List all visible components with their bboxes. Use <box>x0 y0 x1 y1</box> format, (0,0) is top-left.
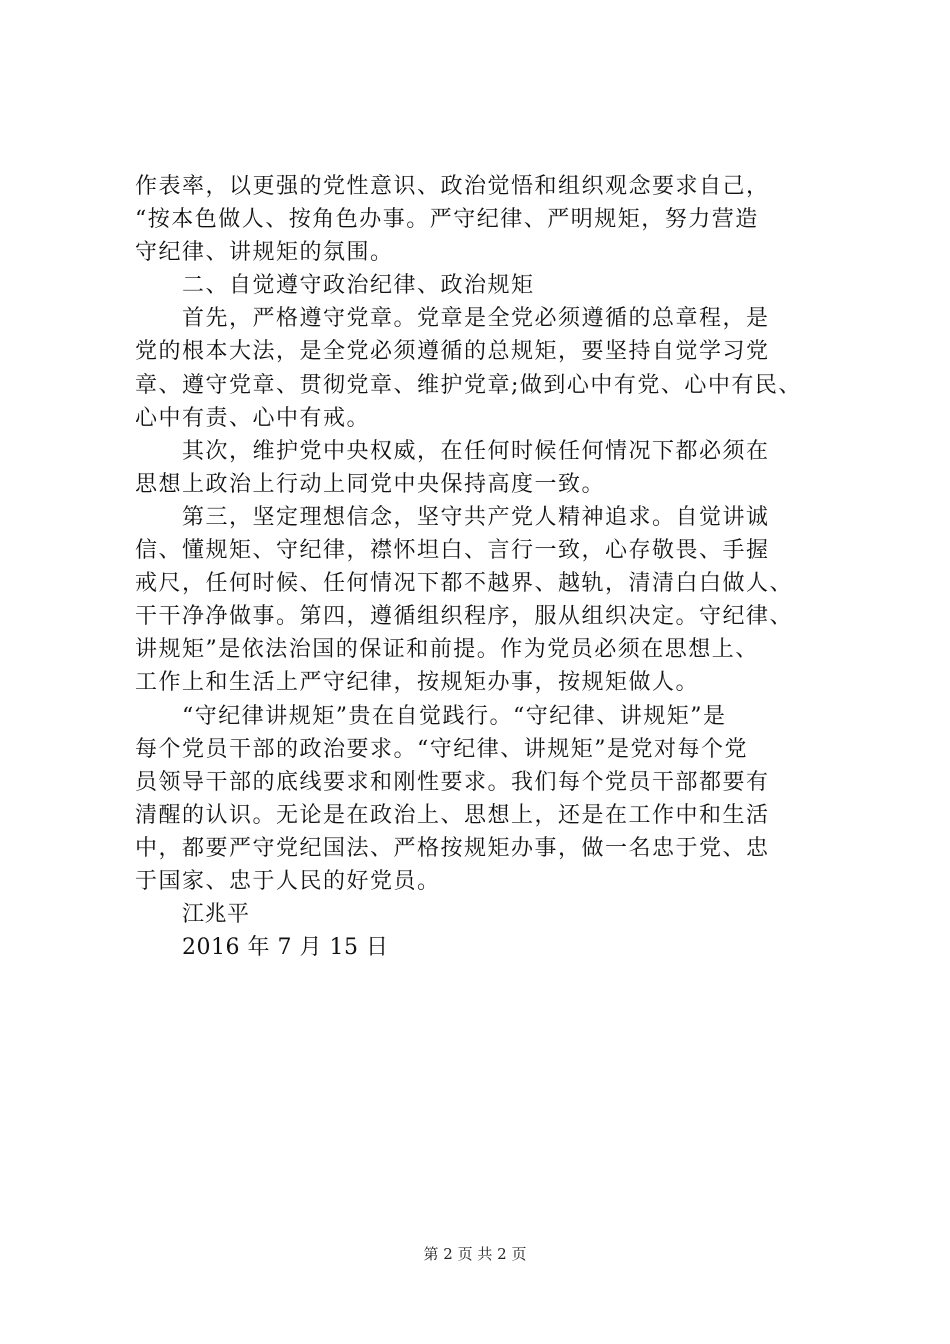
signature-date: 2016 年 7 月 15 日 <box>182 935 389 961</box>
paragraph-line: 讲规矩”是依法治国的保证和前提。作为党员必须在思想上、 <box>135 637 759 663</box>
paragraph-line: 党的根本大法，是全党必须遵循的总规矩，要坚持自觉学习党 <box>135 339 770 365</box>
paragraph-line: “守纪律讲规矩”贵在自觉践行。“守纪律、讲规矩”是 <box>182 703 727 729</box>
document-body <box>135 170 835 964</box>
paragraph-line: 章、遵守党章、贯彻党章、维护党章;做到心中有党、心中有民、 <box>135 372 802 398</box>
paragraph-line: 其次，维护党中央权威，在任何时候任何情况下都必须在 <box>182 438 770 464</box>
paragraph-line: 首先，严格遵守党章。党章是全党必须遵循的总章程，是 <box>182 306 770 332</box>
paragraph-line: 干干净净做事。第四，遵循组织程序，服从组织决定。守纪律、 <box>135 604 794 630</box>
signature-name: 江兆平 <box>182 902 250 928</box>
paragraph-line: 员领导干部的底线要求和刚性要求。我们每个党员干部都要有 <box>135 769 770 795</box>
paragraph-line: 戒尺，任何时候、任何情况下都不越界、越轨，清清白白做人、 <box>135 571 794 597</box>
paragraph-line: “按本色做人、按角色办事。严守纪律、严明规矩，努力营造 <box>135 207 759 233</box>
paragraph-line: 清醒的认识。无论是在政治上、思想上，还是在工作中和生活 <box>135 802 770 828</box>
paragraph-line: 于国家、忠于人民的好党员。 <box>135 868 441 894</box>
paragraph-line: 作表率，以更强的党性意识、政治觉悟和组织观念要求自己， <box>135 174 770 199</box>
page-footer: 第 2 页 共 2 页 <box>423 1245 527 1263</box>
paragraph-line: 心中有责、心中有戒。 <box>135 405 371 431</box>
paragraph-line: 中，都要严守党纪国法、严格按规矩办事，做一名忠于党、忠 <box>135 835 770 861</box>
paragraph-line: 信、懂规矩、守纪律，襟怀坦白、言行一致，心存敬畏、手握 <box>135 538 770 564</box>
paragraph-line: 第三，坚定理想信念，坚守共产党人精神追求。自觉讲诚 <box>182 504 770 530</box>
section-heading: 二、自觉遵守政治纪律、政治规矩 <box>182 273 535 299</box>
paragraph-line: 每个党员干部的政治要求。“守纪律、讲规矩”是党对每个党 <box>135 736 748 762</box>
paragraph-line: 思想上政治上行动上同党中央保持高度一致。 <box>135 471 606 497</box>
paragraph-line: 工作上和生活上严守纪律，按规矩办事，按规矩做人。 <box>135 670 700 696</box>
paragraph-line: 守纪律、讲规矩的氛围。 <box>135 240 394 266</box>
